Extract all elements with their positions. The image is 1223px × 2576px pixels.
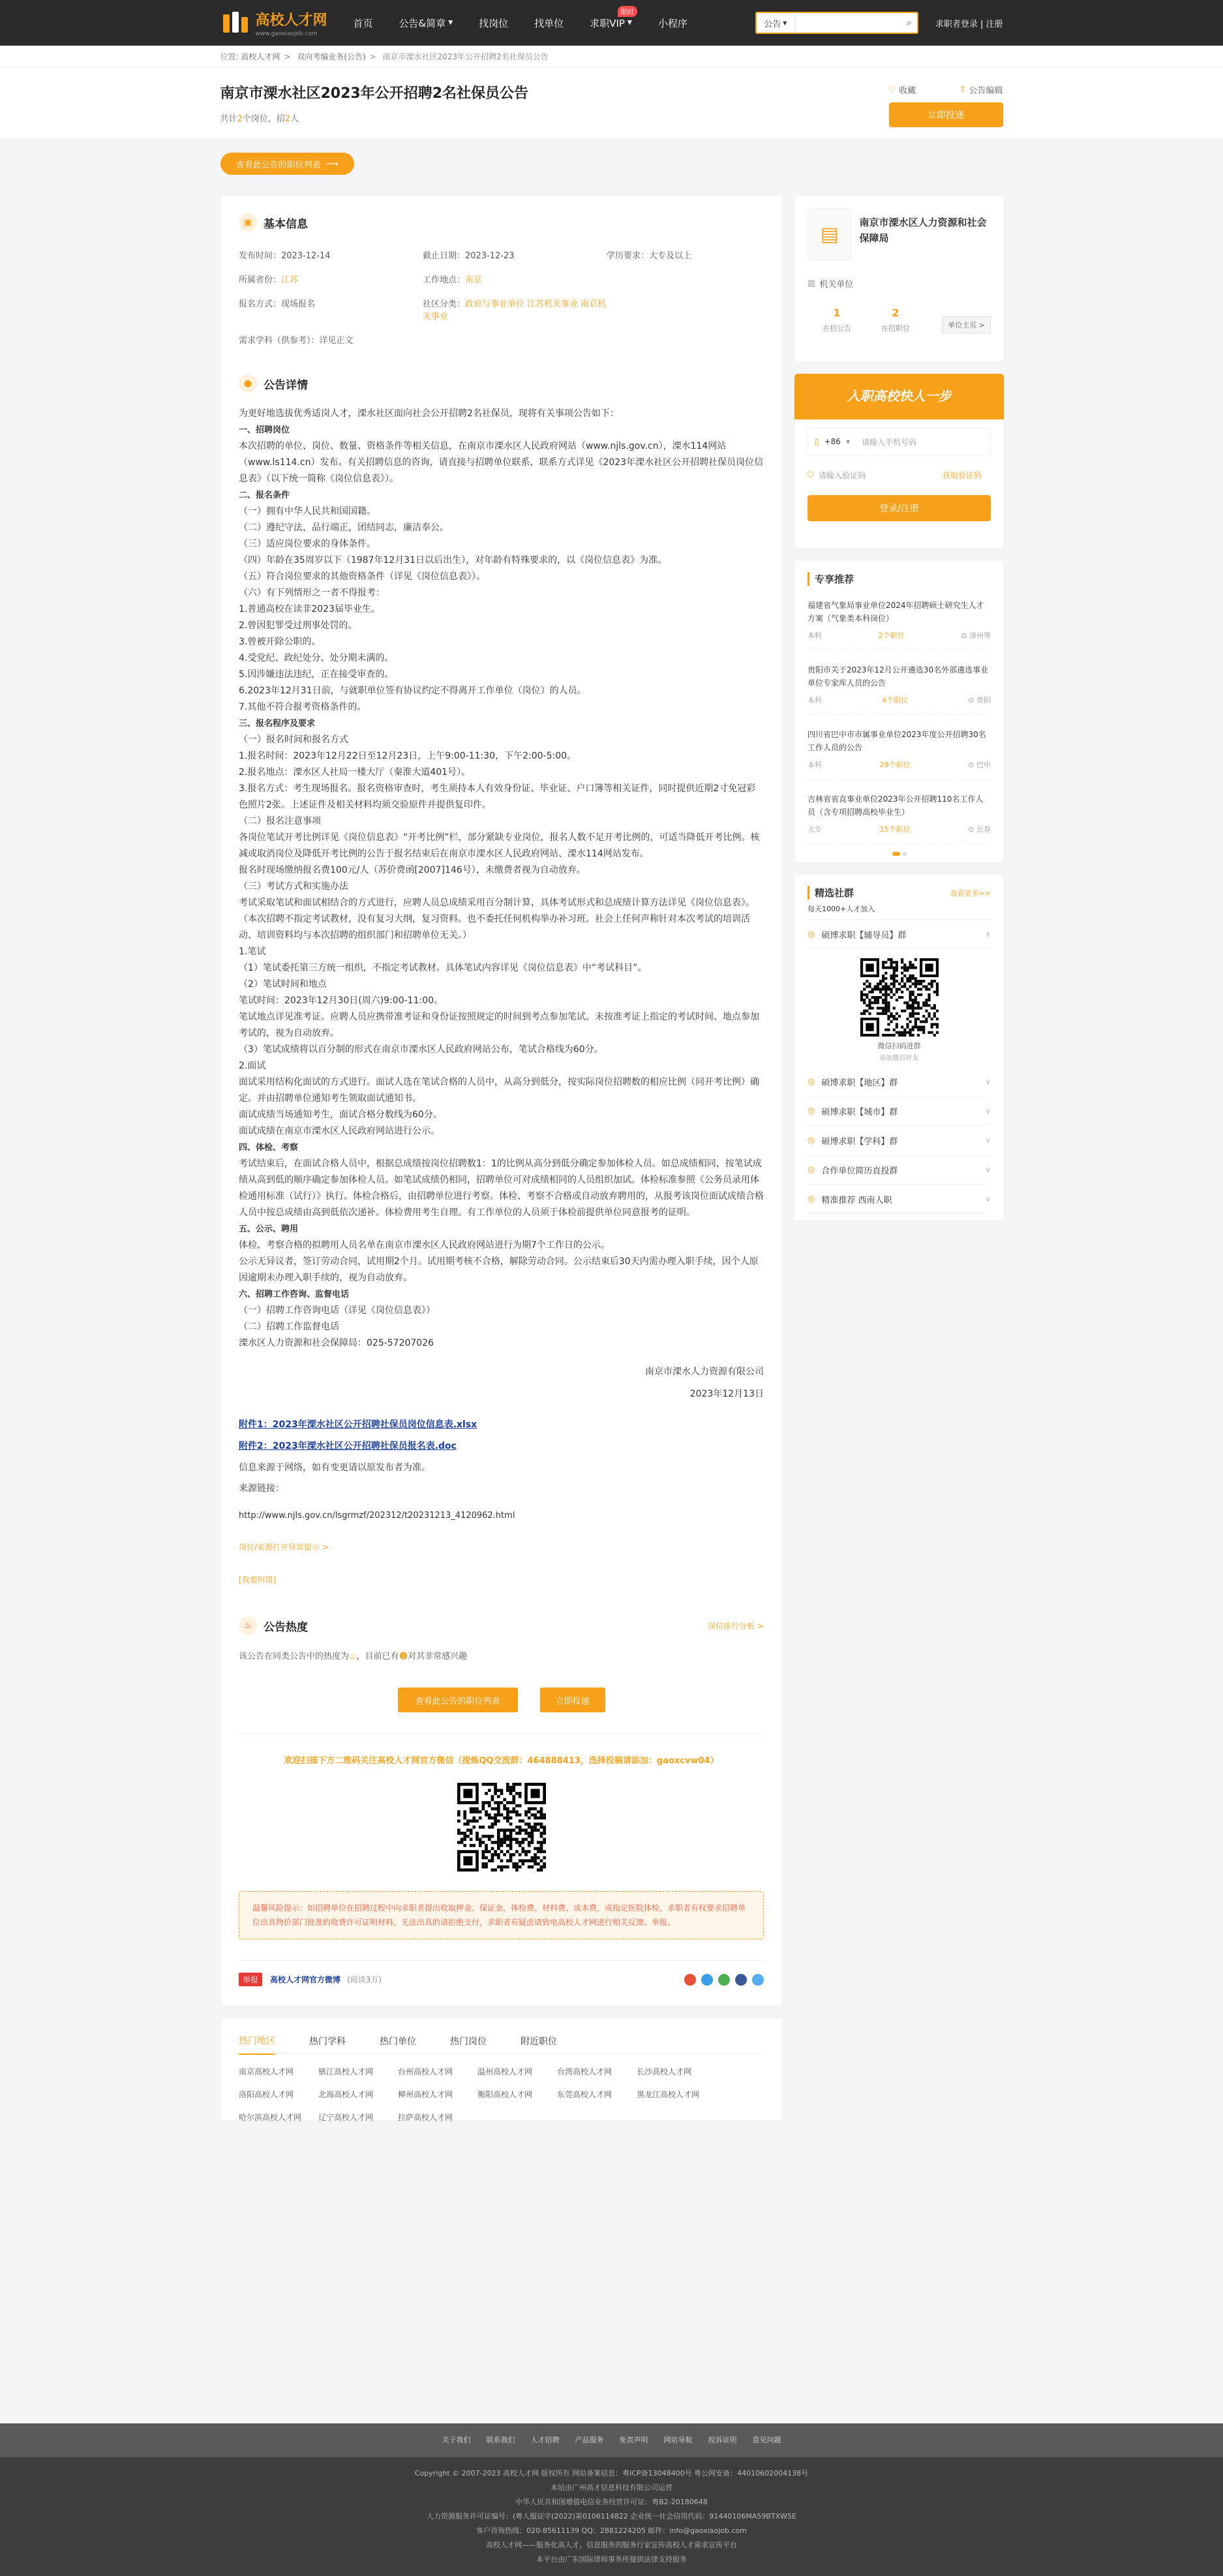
footer-nav-link[interactable]: 网站导航 — [663, 2436, 693, 2444]
hot-tab[interactable]: 热门单位 — [380, 2036, 416, 2047]
logo-text: 高校人才网 — [255, 12, 327, 29]
section-heading: 二、报名条件 — [239, 491, 290, 500]
flame-icon: ♨ — [239, 1616, 257, 1635]
footer-line: 人力资源服务许可证编号：(粤人服证字(2022)第0106114822 企业统一社会信用代码：91440106MA59BTXW5E — [427, 2512, 796, 2521]
hot-link[interactable]: 柳州高校人才网 — [398, 2090, 453, 2099]
community-subtitle: 每天1000+人才加入 — [808, 903, 991, 920]
footer-nav-link[interactable]: 投诉证明 — [708, 2436, 737, 2444]
recommend-meta — [808, 759, 991, 770]
paragraph: 5.因涉嫌违法违纪，正在接受审查的。 — [239, 669, 394, 680]
paragraph: 为更好地选拔优秀适岗人才，溧水社区面向社会公开招聘2名社保员，现将有关事项公告如下： — [239, 408, 619, 419]
recommend-meta — [808, 630, 991, 641]
paragraph: （四）年龄在35周岁以下（1987年12月31日以后出生），对年龄有特殊要求的，以《岗位信息表》为准。 — [239, 555, 667, 566]
recommend-meta — [808, 695, 991, 705]
hot-link[interactable]: 东莞高校人才网 — [557, 2090, 612, 2099]
login-register-link[interactable]: 求职者登录 | 注册 — [935, 19, 1003, 29]
paragraph: 6.2023年12月31日前，与就职单位签有协议约定不得离开工作单位（岗位）的人员。 — [239, 686, 586, 696]
main-content — [220, 194, 783, 2121]
recommend-job-count: 4个职位 — [882, 696, 909, 705]
info-field — [423, 273, 607, 285]
code-input[interactable]: 请输入验证码 — [819, 471, 866, 480]
nav-home[interactable]: 首页 — [353, 17, 373, 29]
nav-jobs[interactable]: 找岗位 — [479, 17, 509, 29]
search-icon[interactable]: ⌕ — [907, 18, 912, 28]
person-icon: ☻ — [399, 1652, 408, 1661]
recommend-location: ⊙ 漳州等 — [961, 631, 991, 640]
empty-cell — [716, 2066, 796, 2077]
breadcrumb-current: 南京市溧水社区2023年公开招聘2名社保员公告 — [382, 52, 549, 61]
info-field — [239, 249, 423, 261]
community-group-item[interactable] — [808, 1097, 991, 1126]
footer-nav — [0, 2423, 1223, 2457]
paragraph: 3.报名方式：考生现场报名。报名资格审查时，考生须持本人有效身份证、毕业证、户口簿等相关证件，同时提供近期2寸免冠彩色照片2张。上述证件及相关材料均须交验原件并提供复印件。 — [239, 783, 756, 810]
community-more-link[interactable]: 查看更多>> — [950, 888, 991, 898]
paragraph: （1）笔试委托第三方统一组织，不指定考试教材。具体笔试内容详见《岗位信息表》中“考试科目”。 — [239, 963, 647, 973]
page-title: 南京市溧水社区2023年公开招聘2名社保员公告 — [220, 85, 529, 102]
group-icon: ◎ — [808, 1164, 815, 1175]
community-group-item[interactable] — [808, 1126, 991, 1155]
group-icon: ◎ — [808, 929, 815, 939]
group-icon: ◎ — [808, 1076, 815, 1087]
hot-link[interactable]: 南京高校人才网 — [239, 2067, 294, 2076]
flame-icon: ♨ — [349, 1652, 357, 1661]
paragraph: 1.普通高校在读非2023届毕业生。 — [239, 604, 380, 614]
detail-heading: ● 公告详情 — [239, 374, 764, 393]
search-type-label: 公告 — [764, 19, 781, 29]
info-field — [423, 249, 607, 261]
paragraph: （二）报名注意事项 — [239, 816, 321, 826]
community-group-item[interactable] — [808, 1067, 991, 1097]
group-label: 合作单位简历直投群 — [821, 1166, 898, 1176]
info-field — [239, 273, 423, 285]
empty-cell — [637, 2112, 716, 2123]
employer-stat[interactable]: 1 在招公告 — [823, 307, 851, 333]
heart-icon: ♡ — [888, 85, 897, 95]
info-value[interactable]: 政府与事业单位 江苏机关事业 南京机关事业 — [423, 299, 607, 322]
paragraph: （三）适应岗位要求的身体条件。 — [239, 539, 376, 549]
sign-org: 南京市溧水人力资源有限公司 — [645, 1367, 764, 1377]
search-bar — [755, 12, 918, 34]
report-badge[interactable]: 举报 — [239, 1973, 262, 1986]
attachment-link[interactable]: 附件2：2023年溧水社区公开招聘社保员报名表.doc — [239, 1441, 457, 1451]
paragraph: 1.笔试 — [239, 947, 266, 957]
logo-subtext: www.gaoxiaojob.com — [255, 30, 318, 37]
hot-link[interactable]: 镇江高校人才网 — [318, 2067, 374, 2076]
group-icon: ◎ — [808, 1135, 815, 1145]
info-label: 学历要求： — [607, 251, 650, 261]
briefcase-icon: ▣ — [239, 213, 257, 232]
share-icon: ⇪ — [959, 85, 967, 95]
group-label: 精准推荐 西南人职 — [821, 1195, 892, 1205]
paragraph: 公示无异议者，签订劳动合同，试用期2个月。试用期考核不合格，解除劳动合同。公示结束后30天内需办理入职手续，因个人原因逾期未办理入职手续的，视为自动放弃。 — [239, 1256, 759, 1283]
view-job-list-button[interactable]: 查看此公告的职位列表 ⟶ — [220, 153, 354, 175]
title-bar — [0, 68, 1223, 170]
login-box-title: 入职高校快人一步 — [847, 388, 952, 404]
building-icon: ▥ — [808, 279, 816, 288]
paragraph: （二）招聘工作监督电话 — [239, 1322, 339, 1332]
paragraph: 4.受党纪、政纪处分、处分期未满的。 — [239, 653, 394, 663]
paragraph: 3.曾被开除公职的。 — [239, 637, 321, 647]
paragraph: 笔试地点详见准考证。应聘人员应携带准考证和身份证按照规定的时间到考点参加笔试。未按准考证上指定的考试时间、地点参加考试的，视为自动放弃。 — [239, 1012, 759, 1038]
heat-text: 该公告在同类公告中的热度为♨，目前已有☻对其非常感兴趣 — [239, 1652, 468, 1661]
recommend-education: 本科 — [808, 631, 822, 640]
recommend-item[interactable] — [808, 599, 991, 650]
breadcrumb-prefix: 位置: — [220, 52, 239, 61]
recommend-location: ⊙ 贵阳 — [968, 696, 991, 705]
chevron-down-icon: ▼ — [845, 438, 851, 445]
section-heading: 六、招聘工作咨询、监督电话 — [239, 1290, 350, 1299]
main-nav — [353, 8, 687, 30]
empty-cell — [557, 2112, 637, 2123]
chat-icon: ● — [239, 374, 257, 393]
heat-analysis-link[interactable]: 岗位排行分析 > — [708, 1621, 764, 1631]
info-value: 现场报名 — [281, 299, 316, 309]
recommend-item[interactable] — [808, 793, 991, 844]
carousel-dots[interactable] — [808, 852, 991, 856]
chevron-down-icon: ∨ — [985, 1106, 991, 1115]
info-value[interactable]: 江苏 — [281, 275, 299, 285]
recommend-title: 福建省气象局事业单位2024年招聘硕士研究生人才方案（气象类本科岗位） — [808, 601, 984, 623]
recommend-meta — [808, 824, 991, 834]
recommend-job-count: 15个职位 — [879, 825, 911, 834]
info-value: 大专及以上 — [649, 251, 692, 261]
recommend-item[interactable] — [808, 663, 991, 715]
info-label: 截止日期： — [423, 251, 466, 261]
hot-link[interactable]: 台州高校人才网 — [398, 2067, 453, 2076]
nav-vip-label: 求职VIP — [590, 17, 625, 29]
hot-tab[interactable]: 附近职位 — [521, 2036, 557, 2047]
weibo-share-icon[interactable] — [684, 1974, 696, 1986]
chevron-down-icon: ∨ — [985, 1194, 991, 1204]
view-job-list-button[interactable]: 查看此公告的职位列表 — [398, 1688, 518, 1712]
chevron-down-icon: ▼ — [448, 20, 453, 26]
get-code-button[interactable]: 获取验证码 — [942, 471, 982, 480]
apply-button[interactable]: 立即投递 — [540, 1688, 605, 1712]
login-box — [794, 373, 1004, 549]
recommend-title: 贵阳市关于2023年12月公开遴选30名外部遴选事业单位专家库人员的公告 — [808, 665, 989, 688]
employer-card — [794, 194, 1004, 363]
info-label: 工作地点： — [423, 275, 466, 285]
hot-link[interactable]: 北海高校人才网 — [318, 2090, 374, 2099]
paragraph: 考试结束后，在面试合格人员中，根据总成绩按岗位招聘数1：1的比例从高分到低分确定参加体检人员。如总成绩相同，按笔试成绩从高到低的顺序确定参加体检人员。如笔试成绩仍相同，招聘单位可对成绩相同的人员组织加试。体检标准参照《公务员录用体检通用标准（试行）》执行。体检合格后，由招聘单位进行考察。体检、考察不合格或自动放弃聘用的，从报考该岗位面试成绩合格人员中按总成绩由高到低依次递补。体检费用考生自理。有工作单位的人员须于体检前提供单位同意报考的证明。 — [239, 1159, 764, 1218]
basic-info-grid — [239, 249, 764, 346]
chevron-down-icon: ▼ — [627, 20, 632, 26]
login-register-button[interactable]: 登录/注册 — [808, 495, 991, 521]
paragraph: 考试采取笔试和面试相结合的方式进行，应聘人员总成绩采用百分制计算，具体考试形式和总成绩计算方法详见《岗位信息表》。 — [239, 898, 755, 908]
info-field — [239, 333, 423, 346]
job-count-summary: 共计2个岗位，招2人 — [220, 114, 299, 124]
paragraph: 溧水区人力资源和社会保障局：025-57207026 — [239, 1338, 434, 1348]
group-label: 硕博求职【学科】群 — [821, 1136, 898, 1147]
section-heading: 三、报名程序及要求 — [239, 719, 316, 729]
info-field — [239, 297, 423, 322]
paragraph: （六）有下列情形之一者不得报考： — [239, 588, 385, 598]
hot-tab[interactable]: 热门学科 — [309, 2036, 346, 2047]
recommend-title: 吉林省省直事业单位2023年公开招聘110名工作人员（含专项招聘高校毕业生） — [808, 795, 984, 817]
hot-tab[interactable]: 热门地区 — [239, 2034, 275, 2055]
paragraph: （一）招聘工作咨询电话（详见《岗位信息表》） — [239, 1305, 435, 1316]
info-field — [607, 297, 776, 322]
chevron-down-icon: ∨ — [985, 1165, 991, 1174]
hot-link[interactable]: 长沙高校人才网 — [637, 2067, 692, 2076]
phone-input[interactable]: ▯ +86 ▼ 请输入手机号码 — [808, 428, 991, 455]
paragraph: 面试成绩当场通知考生，面试合格分数线为60分。 — [239, 1110, 442, 1120]
sidebar — [794, 194, 1004, 1232]
hot-link[interactable]: 衡阳高校人才网 — [477, 2090, 533, 2099]
hot-tab[interactable]: 热门岗位 — [450, 2036, 487, 2047]
chevron-down-icon: ∨ — [985, 1077, 991, 1086]
paragraph: （二）遵纪守法，品行端正，团结同志，廉洁奉公。 — [239, 523, 449, 533]
report-error-link[interactable]: 岗位/来源打开异常提示 > — [239, 1543, 329, 1552]
basic-info-heading: ▣ 基本信息 — [239, 213, 764, 232]
footer-nav-link[interactable]: 产品服务 — [575, 2436, 604, 2444]
paragraph: （五）符合岗位要求的其他资格条件（详见《岗位信息表》）。 — [239, 571, 485, 582]
hot-tabs — [239, 2028, 764, 2054]
info-field — [423, 333, 607, 346]
favorite-button[interactable]: ♡ 收藏 — [888, 85, 916, 96]
attachment-link[interactable]: 附件1：2023年溧水社区公开招聘社保员岗位信息表.xlsx — [239, 1419, 477, 1430]
empty-cell — [716, 2089, 796, 2100]
footer-line: 中华人民共和国增值电信业务经营许可证：粤B2-20180648 — [515, 2498, 708, 2506]
footer-line: 本平台由广东国际律师事务所提供法律支持服务 — [536, 2555, 687, 2564]
empty-cell — [477, 2112, 557, 2123]
community-group-item[interactable] — [808, 1155, 991, 1185]
wechat-share-icon[interactable] — [718, 1974, 730, 1986]
chevron-up-icon: ∧ — [985, 930, 991, 939]
paragraph: 面试采用结构化面试的方式进行。面试人选在笔试合格的人员中，从高分到低分，按实际岗位招聘数的相应比例（同开考比例）确定。并由招聘单位通知考生领取面试通知书。 — [239, 1077, 759, 1104]
site-logo[interactable] — [220, 9, 327, 37]
info-value: 2023-12-14 — [281, 251, 331, 261]
info-field — [607, 333, 776, 346]
footer-info — [0, 2457, 1223, 2576]
search-input[interactable] — [794, 12, 918, 34]
section-heading: 一、招聘岗位 — [239, 425, 290, 435]
hot-link[interactable]: 哈尔滨高校人才网 — [239, 2113, 302, 2122]
recommend-heading: 专享推荐 — [808, 572, 991, 586]
apply-button[interactable]: 立即投递 — [889, 102, 1003, 127]
paragraph: 体检、考察合格的拟聘用人员名单在南京市溧水区人民政府网站进行为期7个工作日的公示。 — [239, 1240, 610, 1250]
community-heading: 精选社群 — [808, 886, 854, 900]
info-value: 详见正文 — [319, 336, 354, 346]
paragraph: （2）笔试时间和地点 — [239, 979, 327, 990]
facebook-share-icon[interactable] — [735, 1974, 747, 1986]
paragraph: 7.其他不符合报考资格条件的。 — [239, 702, 367, 712]
paragraph: （三）考试方式和实施办法 — [239, 881, 348, 892]
qr-caption-sub: 添加微信好友 — [879, 1055, 919, 1062]
sign-date: 2023年12月13日 — [689, 1389, 764, 1399]
group-qr-code — [860, 958, 939, 1037]
info-value[interactable]: 南京 — [465, 275, 483, 285]
wechat-qr-code — [457, 1783, 546, 1871]
nav-vip[interactable] — [590, 8, 634, 30]
paragraph: 笔试时间：2023年12月30日(周六)9:00-11:00。 — [239, 995, 444, 1006]
info-field — [607, 249, 776, 261]
announcement-card — [220, 194, 783, 2007]
nav-miniprogram[interactable]: 小程序 — [657, 17, 687, 29]
twitter-share-icon[interactable] — [752, 1974, 764, 1986]
recommend-education: 本科 — [808, 761, 822, 769]
building-icon: ▤ — [820, 222, 839, 246]
community-box — [794, 873, 1004, 1221]
footer-line: 本站由广州高才信息科技有限公司运营 — [551, 2483, 672, 2492]
paragraph: 2.曾因犯罪受过刑事处罚的。 — [239, 620, 357, 631]
hot-link[interactable]: 温州高校人才网 — [477, 2067, 533, 2076]
phone-icon: ▯ — [815, 437, 819, 446]
announcement-body — [239, 406, 764, 1352]
breadcrumb: 位置: 高校人才网 > 双向考编业务(公告) > 南京市溧水社区2023年公开招聘2名社保员公告 — [0, 46, 1223, 68]
heat-heading: ♨ 公告热度 岗位排行分析 > — [239, 1616, 764, 1635]
footer-nav-link[interactable]: 意见问题 — [752, 2436, 781, 2444]
info-label: 所属省份： — [239, 275, 282, 285]
group-label: 硕博求职【城市】群 — [821, 1107, 898, 1117]
footer-line: 高校人才网——服务化高人才，信息服务的服务行家宣传高校人才需求宣传平台 — [486, 2541, 737, 2549]
follow-text: 欢迎扫描下方二维码关注高校人才网官方微信（提炼QQ交流群：464888413，选择投稿请添加：gaoxcvw04） — [284, 1756, 719, 1766]
info-field — [423, 297, 607, 322]
employer-stat[interactable]: 2 在招职位 — [881, 307, 910, 333]
info-label: 报名方式： — [239, 299, 282, 309]
info-label: 社区分类： — [423, 299, 466, 309]
chevron-down-icon: ▼ — [783, 20, 787, 26]
source-note: 信息来源于网络，如有变更请以原发布者为准。 — [239, 1462, 430, 1473]
paragraph: （3）笔试成绩将以百分制的形式在南京市溧水区人民政府网站公布，笔试合格线为60分。 — [239, 1044, 603, 1055]
footer-nav-link[interactable]: 联系我们 — [486, 2436, 515, 2444]
group-label: 硕博求职【地区】群 — [821, 1078, 898, 1088]
group-icon: ◎ — [808, 1106, 815, 1116]
hot-link[interactable]: 拉萨高校人才网 — [398, 2113, 453, 2122]
paragraph: 本次招聘的单位、岗位、数量、资格条件等相关信息，在南京市溧水区人民政府网站（www.njls.gov.cn），溧水114网站（www.ls114.cn）发布。有关招聘信息的咨询，请直接与招聘单位联系，联系方式详见《2023年溧水社区公开招聘社保员岗位信息表》（以下统一简称《岗位信息表》）。 — [239, 441, 764, 484]
recommend-job-count: 29个职位 — [879, 761, 911, 769]
section-heading: 四、体检、考察 — [239, 1143, 299, 1153]
recommend-location: ⊙ 长春 — [968, 825, 991, 834]
hot-links-grid — [239, 2066, 764, 2123]
footer-line: Copyright © 2007-2023 高校人才网 版权所有 网站备案信息：粤ICP备13048400号 粤公网安备：44010602004138号 — [414, 2469, 809, 2478]
paragraph: 2.报名地点：溧水区人社局一楼大厅（秦淮大道401号）。 — [239, 767, 471, 778]
qr-caption: 微信扫码进群 — [877, 1042, 921, 1050]
employer-type: ▥ 机关单位 — [808, 279, 854, 290]
source-label: 来源链接： — [239, 1483, 284, 1494]
employer-name[interactable]: 南京市溧水区人力资源和社会保障局 — [859, 217, 987, 244]
recommend-title: 四川省巴中市市属事业单位2023年度公开招聘30名工作人员的公告 — [808, 730, 986, 752]
hot-link[interactable]: 辽宁高校人才网 — [318, 2113, 374, 2122]
qq-share-icon[interactable] — [701, 1974, 713, 1986]
recommend-box — [794, 560, 1004, 863]
section-heading: 五、公示、聘用 — [239, 1224, 299, 1234]
hot-link[interactable]: 黑龙江高校人才网 — [637, 2090, 700, 2099]
recommend-education: 大专 — [808, 825, 822, 834]
empty-cell — [716, 2112, 796, 2123]
group-icon: ◎ — [808, 1194, 815, 1204]
footer-nav-link[interactable]: 人才招聘 — [530, 2436, 560, 2444]
community-group-item[interactable]: ◎ 硕博求职【辅导员】群 ∧ — [808, 920, 991, 949]
nav-announcements-label: 公告&简章 — [399, 17, 446, 29]
paragraph: 各岗位笔试开考比例详见《岗位信息表》“开考比例”栏，部分紧缺专业岗位，报名人数不足开考比例的，可适当降低开考比例。核减或取消岗位及降低开考比例的公告于报名结束后在南京市溧水区人民政府网站、溧水114网站发布。 — [239, 832, 760, 859]
paragraph: 2.面试 — [239, 1061, 266, 1071]
logo-mark-icon — [220, 10, 250, 35]
paragraph: 报名时现场缴纳报名费100元/人（苏价费函[2007]146号），未缴费者视为自动放弃。 — [239, 865, 586, 875]
risk-notice: 温馨风险提示：如招聘单位在招聘过程中向求职者提出收取押金、保证金、体检费、材料费、成本费，或指定医院体检，求职者有权要求招聘单位出具物价部门批准的收费许可证明材料，无法出具的请拒绝支付，求职者有疑虑请致电高校人才网进行相关反馈、举报。 — [239, 1891, 764, 1939]
nav-employers[interactable]: 找单位 — [534, 17, 564, 29]
share-button[interactable]: ⇪ 公告编辑 — [959, 85, 1003, 96]
source-url-link[interactable]: http://www.njls.gov.cn/lsgrmzf/202312/t20231213_4120962.html — [239, 1511, 515, 1521]
chevron-down-icon: ∨ — [985, 1136, 991, 1145]
paragraph: （一）拥有中华人民共和国国籍。 — [239, 506, 376, 517]
info-label: 发布时间： — [239, 251, 282, 261]
paragraph: （本次招聘不指定考试教材，没有复习大纲，复习资料。也不委托任何机构举办补习班。社会上任何声称针对本次考试的培训活动、培训资料均与本次招聘的组织部门和招聘单位无关。） — [239, 914, 750, 941]
info-label: 需求学科（供参考）： — [239, 336, 320, 346]
info-field — [607, 273, 776, 285]
hot-link[interactable]: 台湾高校人才网 — [557, 2067, 612, 2076]
recommend-location: ⊙ 巴中 — [968, 761, 991, 769]
shield-icon: ⛉ — [808, 470, 814, 479]
hot-links-card — [220, 2017, 783, 2121]
breadcrumb-home[interactable]: 高校人才网 — [241, 52, 280, 61]
site-header — [0, 0, 1223, 46]
footer-nav-link[interactable]: 免责声明 — [619, 2436, 648, 2444]
arrow-right-icon: ⟶ — [325, 159, 339, 169]
employer-logo[interactable] — [808, 208, 851, 260]
recommend-education: 本科 — [808, 696, 822, 705]
employer-home-button[interactable]: 单位主页 > — [942, 316, 991, 333]
nav-announcements[interactable] — [399, 16, 453, 30]
breadcrumb-category[interactable]: 双向考编业务(公告) — [297, 52, 366, 61]
search-type-select[interactable] — [755, 12, 794, 34]
hot-link[interactable]: 洛阳高校人才网 — [239, 2090, 294, 2099]
nav-vip-badge: 限时 — [618, 6, 637, 17]
read-count: (阅读3万) — [347, 1975, 382, 1984]
paragraph: 面试成绩在南京市溧水区人民政府网站进行公示。 — [239, 1126, 440, 1136]
paragraph: （一）报名时间和报名方式 — [239, 735, 348, 745]
community-group-item[interactable] — [808, 1185, 991, 1214]
paragraph: 1.报名时间：2023年12月22日至12月23日，上午9:00-11:30，下午2:00-5:00。 — [239, 751, 577, 761]
footer-nav-link[interactable]: 关于我们 — [442, 2436, 471, 2444]
recommend-item[interactable] — [808, 728, 991, 780]
recommend-job-count: 2个职位 — [878, 631, 905, 640]
correction-link[interactable]: [我要纠错] — [239, 1575, 277, 1584]
info-value: 2023-12-23 — [465, 251, 515, 261]
footer-line: 客户咨询热线：020-85611139 QQ：2881224205 邮件：info@gaoxiaojob.com — [476, 2526, 747, 2535]
weibo-link[interactable]: 高校人才网官方微博 — [270, 1975, 341, 1984]
